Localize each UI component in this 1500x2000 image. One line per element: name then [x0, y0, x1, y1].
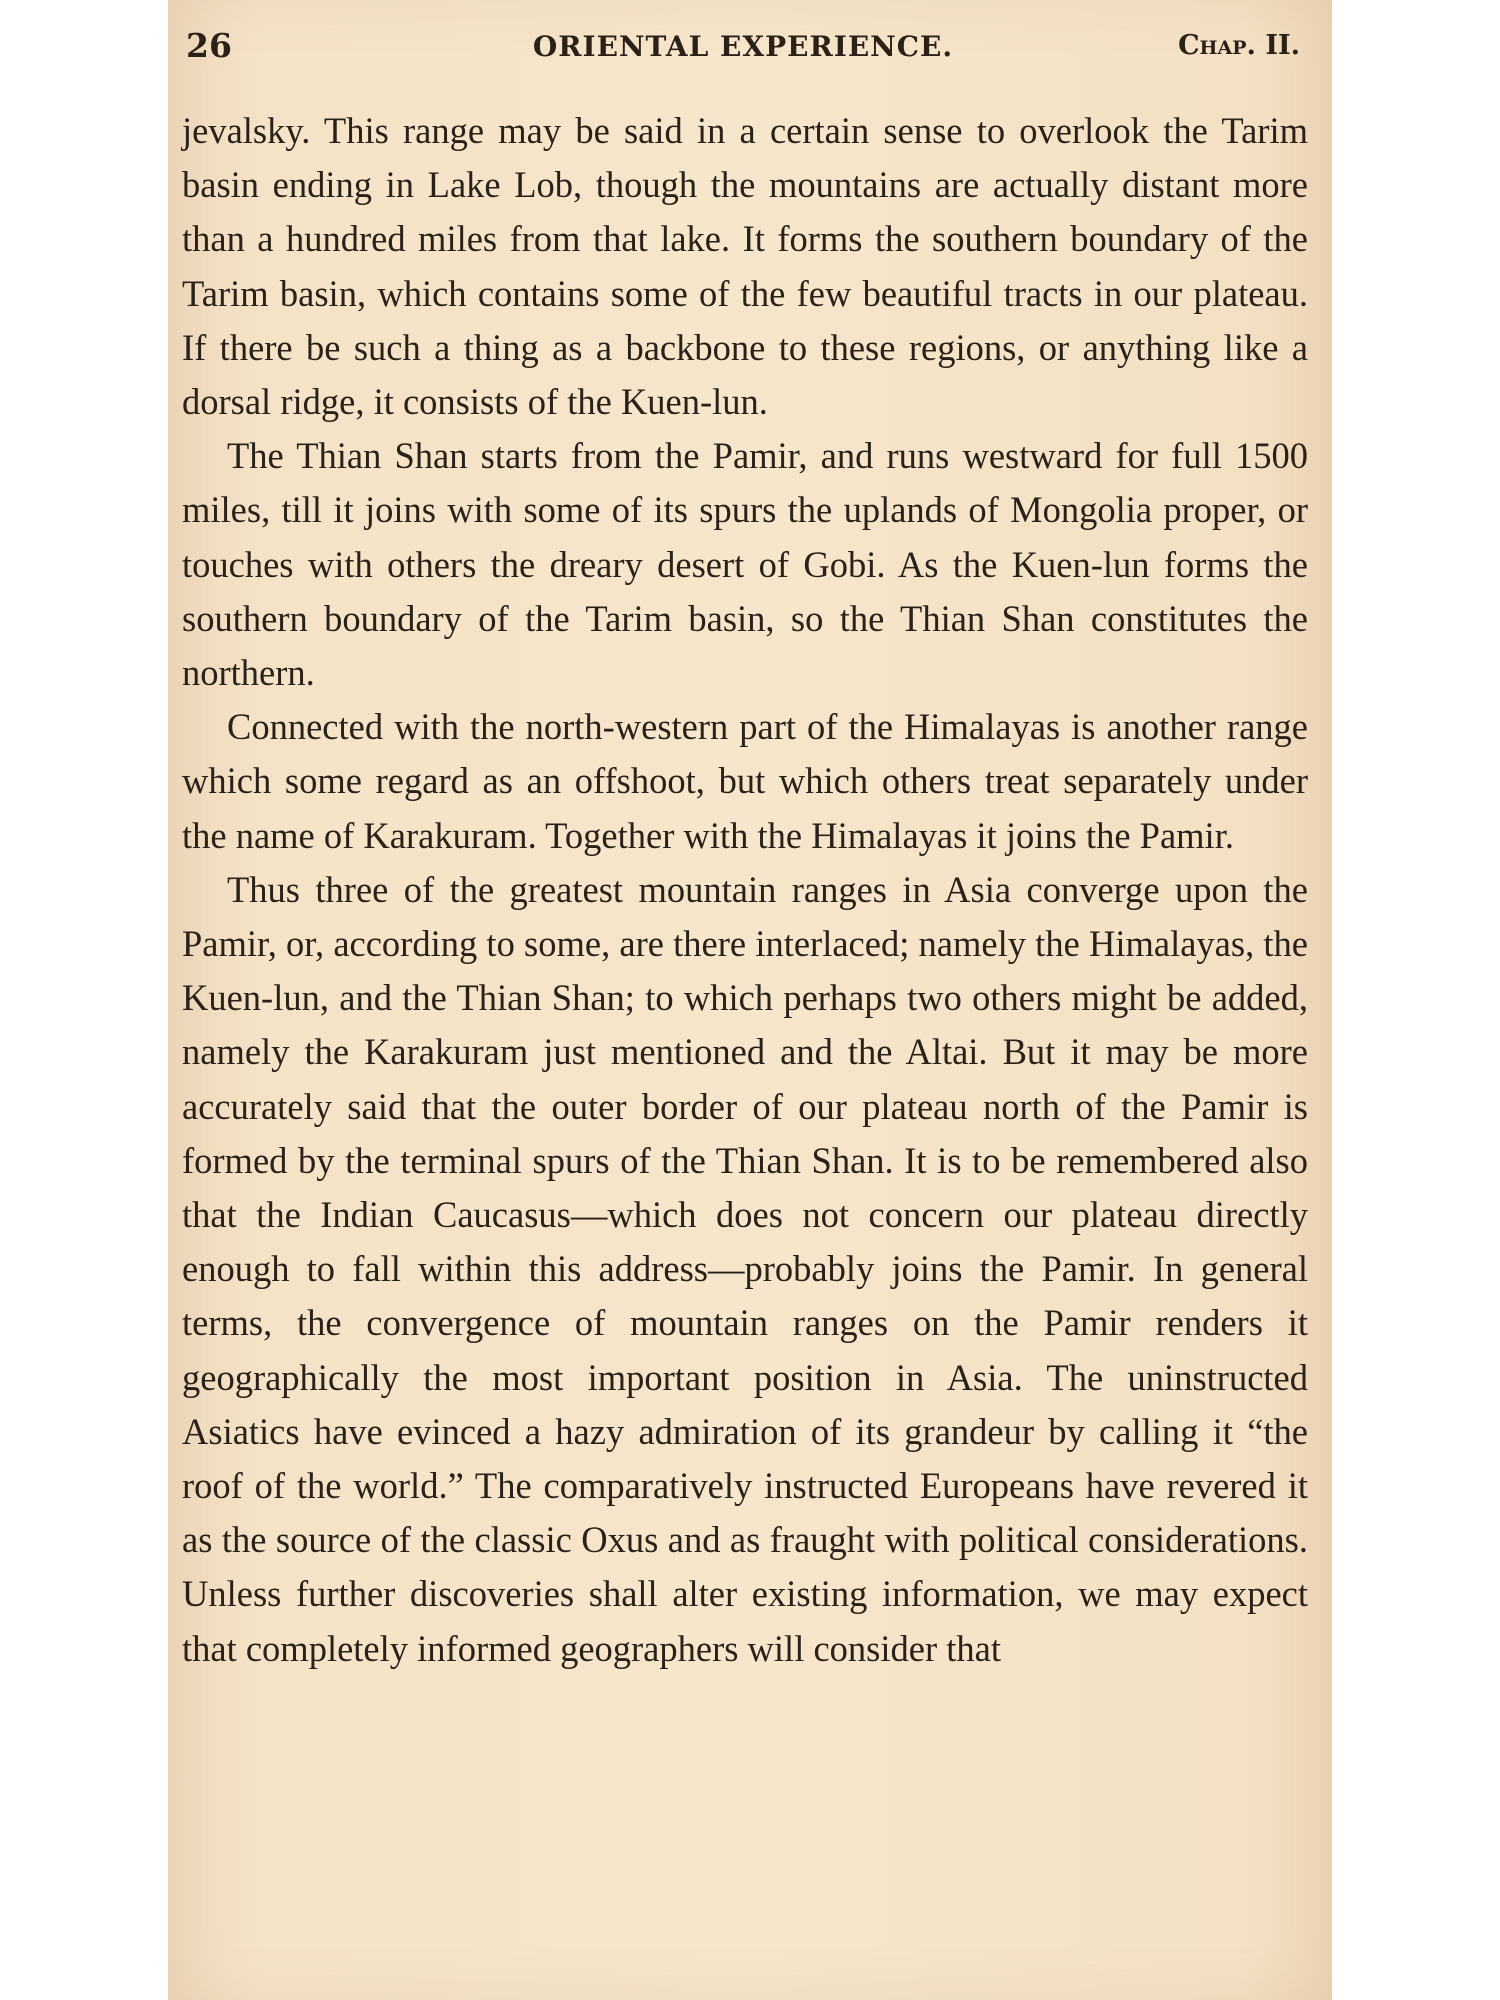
running-head: [186, 22, 1300, 68]
body-text: [182, 104, 1308, 1676]
paragraph: The Thian Shan starts from the Pamir, and runs westward for full 1500 miles, till it joins with some of its spurs the uplands of Mongolia proper, or touches with others the dreary desert of Gobi. As the Kuen-lun forms the southern boundary of the Tarim basin, so the Thian Shan constitutes the northern.: [182, 435, 1308, 694]
paragraph: Thus three of the greatest mountain ranges in Asia converge upon the Pamir, or, according to some, are there interlaced; namely the Himalayas, the Kuen-lun, and the Thian Shan; to which perhaps two others might be added, namely the Karakuram just mentioned and the Altai. But it may be more accurately said that the outer border of our plateau north of the Pamir is formed by the terminal spurs of the Thian Shan. It is to be remembered also that the Indian Caucasus—which does not concern our plateau directly enough to fall within this address—probably joins the Pamir. In general terms, the convergence of mountain ranges on the Pamir renders it geographically the most important position in Asia. The uninstructed Asiatics have evinced a hazy admiration of its grandeur by calling it “the roof of the world.” The comparatively instructed Europeans have revered it as the source of the classic Oxus and as fraught with political considerations. Unless further discoveries shall alter existing information, we may expect that completely informed geographers will consider that: [182, 868, 1308, 1669]
paragraph: Connected with the north-western part of the Himalayas is another range which some regard as an offshoot, but which others treat separately under the name of Karakuram. Together with the Himalayas it joins the Pamir.: [182, 706, 1308, 856]
paragraph: jevalsky. This range may be said in a certain sense to overlook the Tarim basin ending in Lake Lob, though the mountains are actually distant more than a hundred miles from that lake. It forms the southern boundary of the Tarim basin, which contains some of the few beautiful tracts in our plateau. If there be such a thing as a backbone to these regions, or anything like a dorsal ridge, it consists of the Kuen-lun.: [182, 110, 1308, 423]
running-title: ORIENTAL EXPERIENCE.: [532, 30, 954, 63]
page-number: 26: [186, 26, 232, 65]
book-page: [168, 0, 1332, 2000]
chapter-label: Chap. II.: [1178, 30, 1300, 61]
